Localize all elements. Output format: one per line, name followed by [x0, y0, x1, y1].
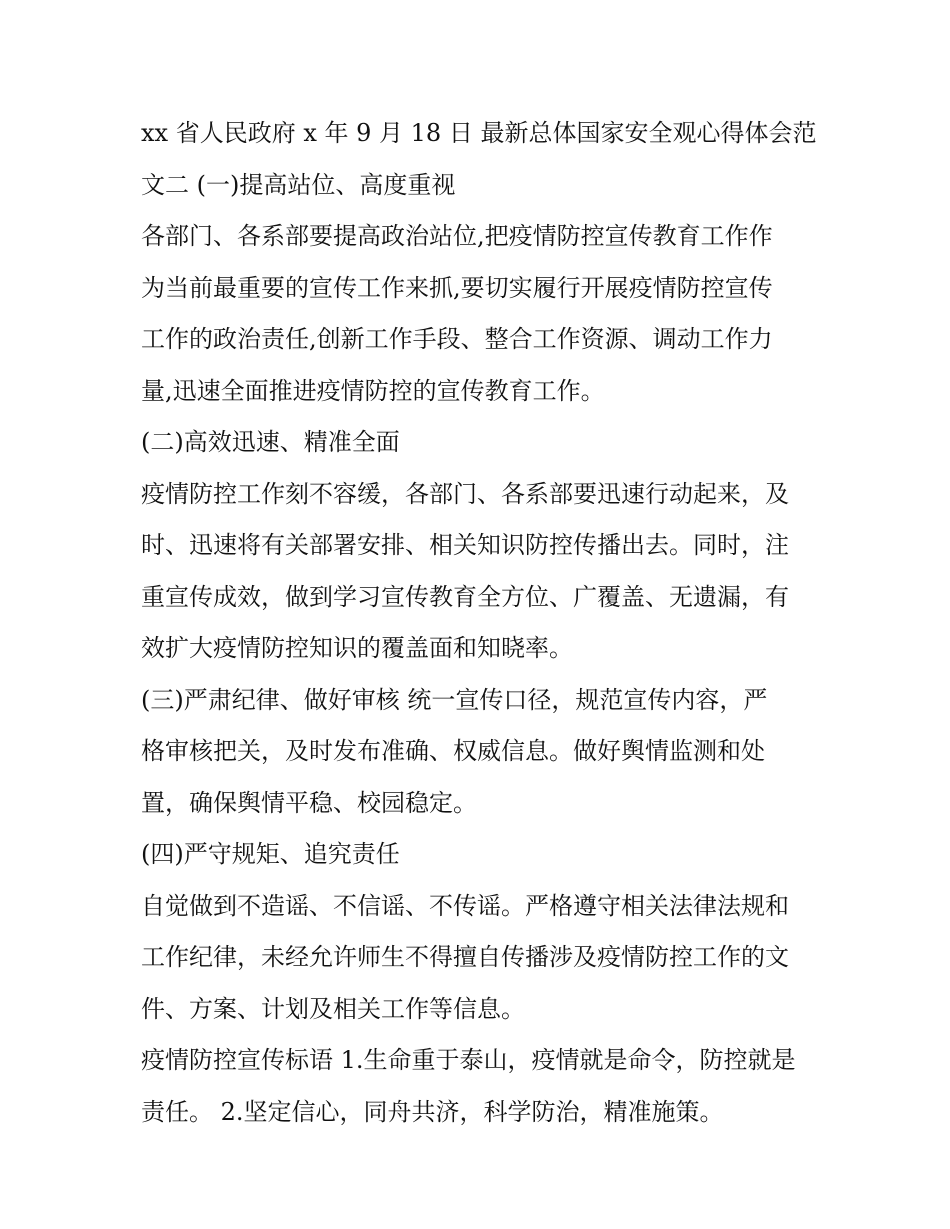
section-heading: (二)高效迅速、精准全面: [141, 428, 400, 456]
text-line: 量,迅速全面推进疫情防控的宣传教育工作。: [141, 376, 605, 405]
text-line: 文二 (一)提高站位、高度重视: [141, 170, 456, 199]
text-line: 重宣传成效，做到学习宣传教育全方位、广覆盖、无遗漏，有: [141, 582, 789, 611]
text-line: 工作纪律，未经允许师生不得擅自传播涉及疫情防控工作的文: [141, 943, 789, 971]
text-line: 格审核把关，及时发布准确、权威信息。做好舆情监测和处: [141, 737, 765, 765]
section-heading: (四)严守规矩、追究责任: [141, 840, 400, 868]
document-body: [141, 108, 821, 1138]
text-line: 疫情防控工作刻不容缓，各部门、各系部要迅速行动起来，及: [141, 479, 789, 508]
text-line: 疫情防控宣传标语 1.生命重于泰山，疫情就是命令，防控就是: [141, 1046, 796, 1074]
text-line: xx 省人民政府 x 年 9 月 18 日 最新总体国家安全观心得体会范: [141, 119, 817, 147]
text-line: 件、方案、计划及相关工作等信息。: [141, 994, 525, 1023]
section-heading: (三)严肃纪律、做好审核 统一宣传口径，规范宣传内容，严: [141, 685, 768, 714]
text-line: 工作的政治责任,创新工作手段、整合工作资源、调动工作力: [141, 325, 773, 353]
text-line: 效扩大疫情防控知识的覆盖面和知晓率。: [141, 634, 573, 662]
text-line: 各部门、各系部要提高政治站位,把疫情防控宣传教育工作作: [141, 222, 773, 250]
text-line: 为当前最重要的宣传工作来抓,要切实履行开展疫情防控宣传: [141, 273, 773, 302]
text-line: 自觉做到不造谣、不信谣、不传谣。严格遵守相关法律法规和: [141, 891, 789, 920]
text-line: 时、迅速将有关部署安排、相关知识防控传播出去。同时，注: [141, 531, 789, 559]
text-line: 置，确保舆情平稳、校园稳定。: [141, 788, 477, 817]
text-line: 责任。 2.坚定信心，同舟共济，科学防治，精准施策。: [141, 1097, 724, 1126]
